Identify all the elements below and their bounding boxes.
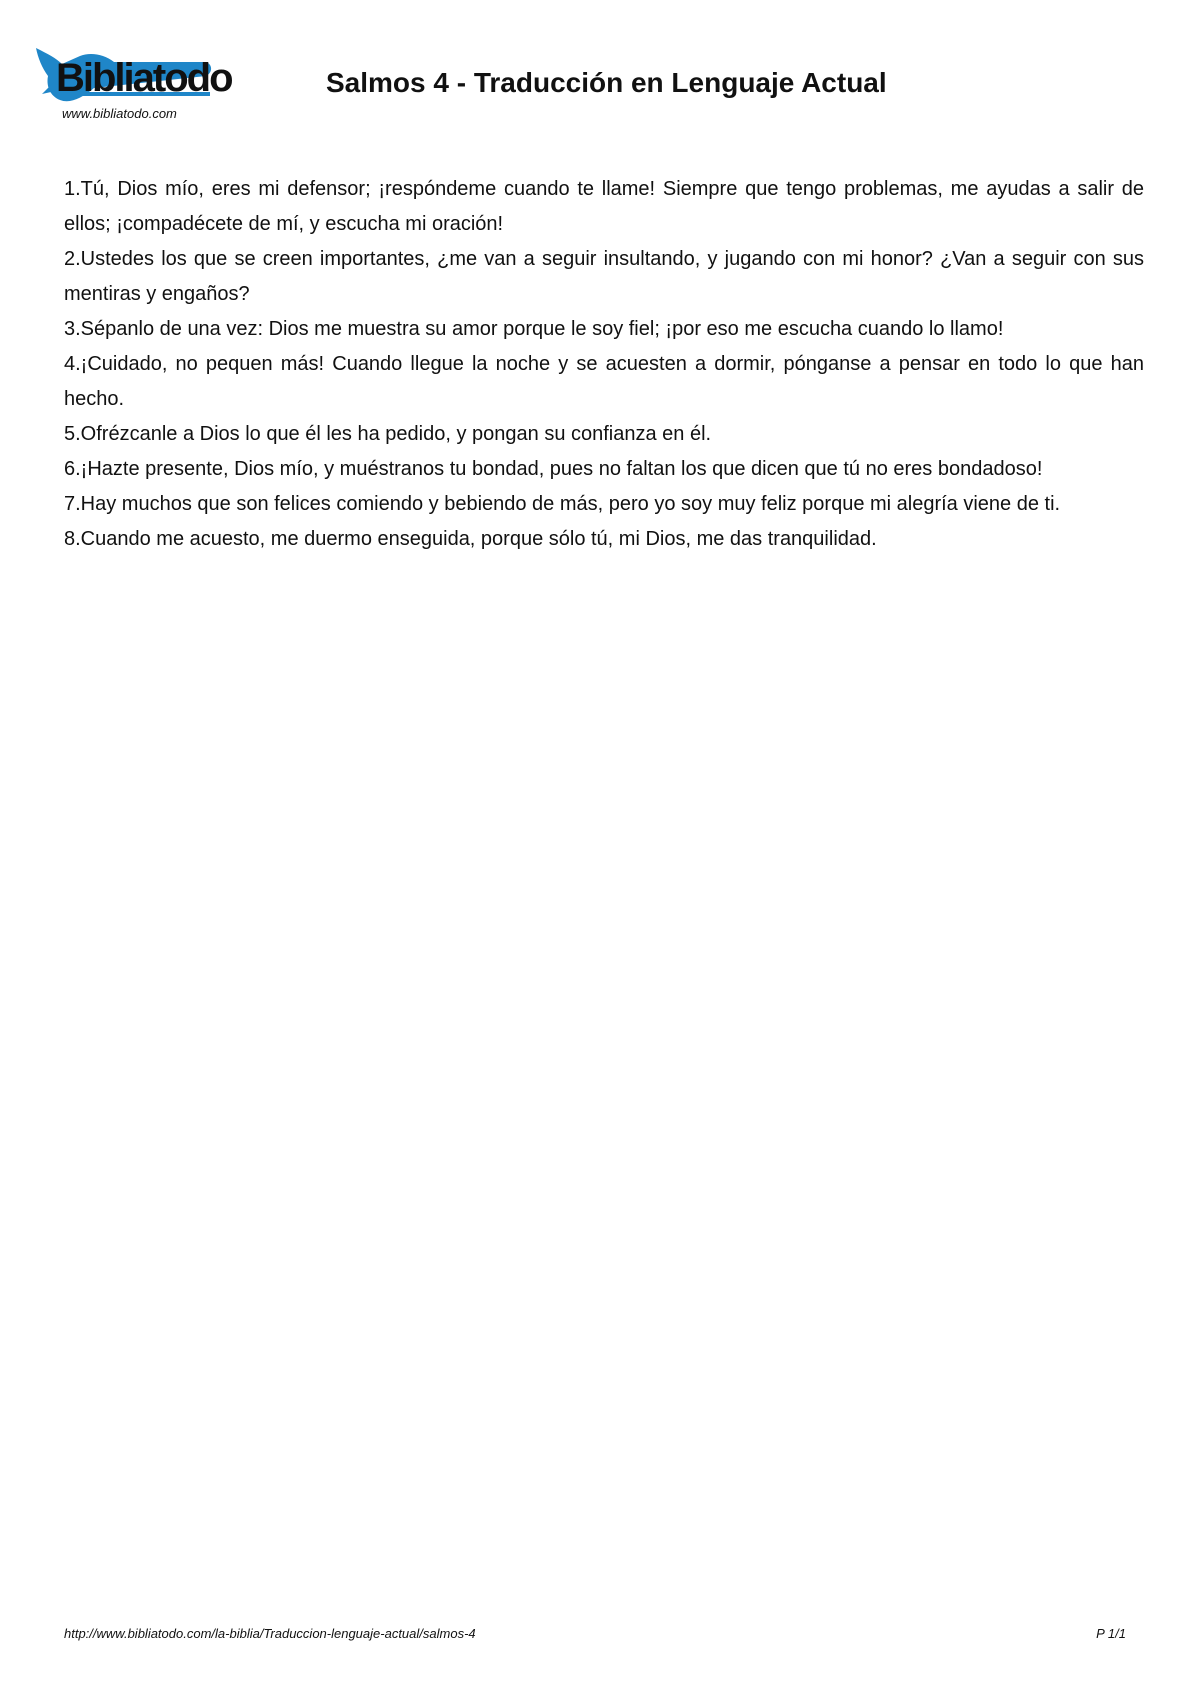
logo-url[interactable]: www.bibliatodo.com [62, 106, 177, 121]
page-number: P 1/1 [1096, 1626, 1126, 1641]
verse-1: 1.Tú, Dios mío, eres mi defensor; ¡respóndeme cuando te llame! Siempre que tengo problemas, me ayudas a salir de ellos; ¡compadécete de mí, y escucha mi oración! [64, 178, 1144, 235]
page-title: Salmos 4 - Traducción en Lenguaje Actual [326, 67, 887, 98]
logo-wordmark: Bibliatodo [56, 56, 232, 100]
verse-list [64, 172, 1144, 557]
verse-2: 2.Ustedes los que se creen importantes, ¿me van a seguir insultando, y jugando con mi honor? ¿Van a seguir con sus mentiras y engaños? [64, 248, 1144, 305]
site-logo[interactable] [34, 42, 234, 122]
verse-8: 8.Cuando me acuesto, me duermo enseguida, porque sólo tú, mi Dios, me das tranquilidad. [64, 528, 877, 550]
verse-6: 6.¡Hazte presente, Dios mío, y muéstranos tu bondad, pues no faltan los que dicen que tú no eres bondadoso! [64, 458, 1043, 480]
footer-url[interactable]: http://www.bibliatodo.com/la-biblia/Traduccion-lenguaje-actual/salmos-4 [64, 1626, 476, 1641]
verse-4: 4.¡Cuidado, no pequen más! Cuando llegue la noche y se acuesten a dormir, pónganse a pensar en todo lo que han hecho. [64, 353, 1144, 410]
verse-3: 3.Sépanlo de una vez: Dios me muestra su amor porque le soy fiel; ¡por eso me escucha cuando lo llamo! [64, 318, 1004, 340]
verse-5: 5.Ofrézcanle a Dios lo que él les ha pedido, y pongan su confianza en él. [64, 423, 712, 445]
verse-7: 7.Hay muchos que son felices comiendo y bebiendo de más, pero yo soy muy feliz porque mi alegría viene de ti. [64, 493, 1061, 515]
